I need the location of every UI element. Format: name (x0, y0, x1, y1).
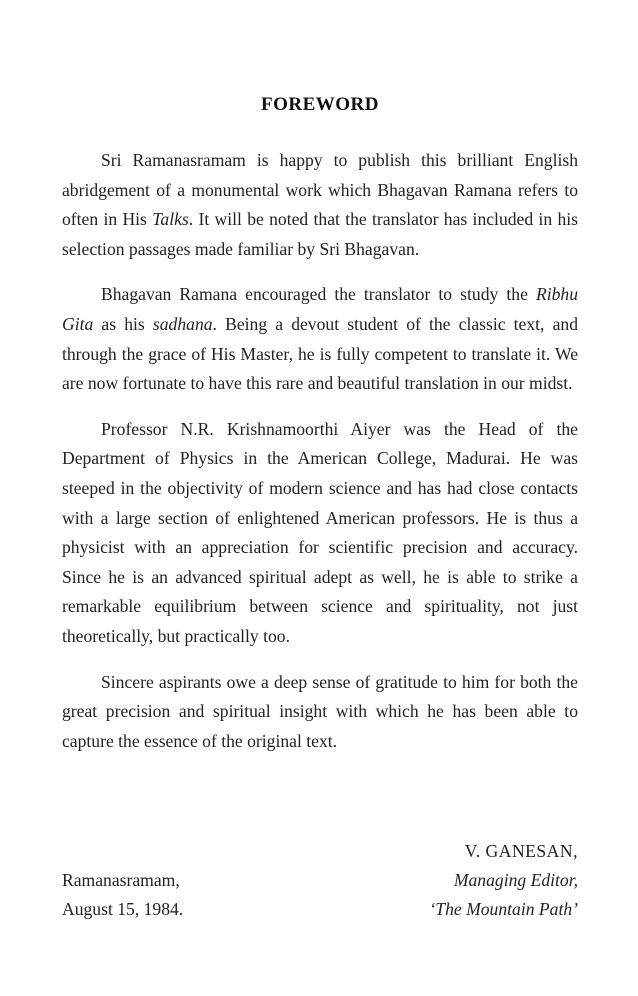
date-text: August 15, 1984. (62, 899, 184, 919)
paragraph-text: . It will be noted that the translator has included in his selection passages made familiar by Sri Bhagavan. (62, 209, 578, 259)
signatory-role: Managing Editor, (453, 870, 578, 890)
paragraph-text: Bhagavan Ramana encouraged the translator to study the (101, 284, 536, 305)
paragraph-3 (62, 415, 578, 652)
paragraph-text: Sincere aspirants owe a deep sense of gratitude to him for both the great precision and spiritual insight with which he has been able to capture the essence of the original text. (62, 671, 578, 751)
paragraph-4 (62, 668, 578, 757)
signatory-name: V. GANESAN, (464, 841, 578, 861)
paragraph-text: Professor N.R. Krishnamoorthi Aiyer was the Head of the Department of Physics in the American College, Madurai. He was steeped in the objectivity of modern science and has had close contacts with a large section of enlightened American professors. He is thus a physicist with an appreciation for scientific precision and accuracy. Since he is an advanced spiritual adept as well, he is able to strike a remarkable equilibrium between science and spirituality, not just theoretically, but practically too. (62, 418, 578, 646)
italic-text: Ribhu Gita (62, 284, 578, 334)
italic-text: Talks (152, 209, 189, 230)
signatory-publication: ‘The Mountain Path’ (429, 899, 578, 919)
paragraph-2 (62, 280, 578, 398)
foreword-body (62, 146, 578, 772)
italic-text: sadhana (152, 313, 213, 334)
paragraph-1 (62, 146, 578, 264)
place-date-block (62, 866, 183, 924)
page-title: FOREWORD (261, 94, 379, 115)
signature-block (429, 837, 578, 924)
paragraph-text: as his (93, 313, 153, 334)
paragraph-text: . Being a devout student of the classic text, and through the grace of His Master, he is fully competent to translate it. We are now fortunate to have this rare and beautiful translation in our midst. (62, 313, 578, 394)
paragraph-text: Sri Ramanasramam is happy to publish this brilliant English abridgement of a monumental work which Bhagavan Ramana refers to often in His (62, 150, 578, 230)
place-text: Ramanasramam, (62, 870, 180, 890)
